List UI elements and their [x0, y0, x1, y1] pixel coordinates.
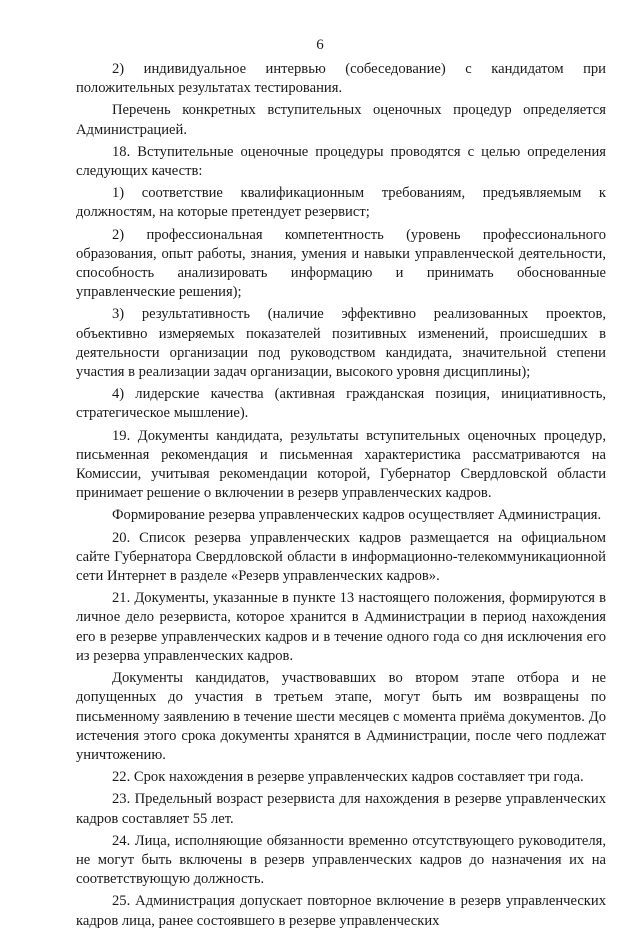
paragraph-25: 25. Администрация допускает повторное включение в резерв управленческих кадров лица, ранее состоявшего в резерве управленческих: [76, 893, 606, 929]
paragraph-21-documents: Документы кандидатов, участвовавших во втором этапе отбора и не допущенных до участия в третьем этапе, могут быть им возвращены по письменному заявлению в течение шести месяцев с момента приёма документов. До истечения этого срока документы хранятся в Администрации, после чего подлежат уничтожению.: [76, 670, 606, 763]
paragraph-18-item-1: 1) соответствие квалификационным требованиям, предъявляемым к должностям, на которые претендует резервист;: [76, 185, 606, 221]
paragraph-18: 18. Вступительные оценочные процедуры проводятся с целью определения следующих качеств:: [76, 143, 606, 180]
paragraph-19: 19. Документы кандидата, результаты вступительных оценочных процедур, письменная рекомендация и письменная характеристика рассматриваются на Комиссии, учитывая рекомендации которой, Губернатор Свердловской области принимает решение о включении в резерв управленческих кадров.: [76, 427, 606, 502]
paragraph-interview: 2) индивидуальное интервью (собеседование) с кандидатом при положительных результатах тестирования.: [76, 61, 606, 97]
paragraph-formation: Формирование резерва управленческих кадров осуществляет Администрация.: [112, 507, 602, 524]
page-number: 6: [316, 37, 324, 53]
document-body: [76, 60, 606, 934]
paragraph-18-item-4: 4) лидерские качества (активная гражданская позиция, инициативность, стратегическое мышление).: [76, 386, 606, 422]
paragraph-20: 20. Список резерва управленческих кадров размещается на официальном сайте Губернатора Свердловской области в информационно-телекоммуникационной сети Интернет в разделе «Резерв управленческих кадров».: [76, 529, 606, 585]
paragraph-procedures-list: Перечень конкретных вступительных оценочных процедур определяется Администрацией.: [76, 102, 606, 138]
paragraph-18-item-3: 3) результативность (наличие эффективно реализованных проектов, объективно измеряемых показателей позитивных изменений, происшедших в деятельности организации под руководством кандидата, значительной степени участия в реализации задач организации, высокого уровня дисциплины);: [76, 306, 606, 381]
paragraph-18-item-2: 2) профессиональная компетентность (уровень профессионального образования, опыт работы, знания, умения и навыки управленческой деятельности, способность анализировать информацию и принимать обоснованные управленческие решения);: [76, 226, 606, 301]
paragraph-24: 24. Лица, исполняющие обязанности временно отсутствующего руководителя, не могут быть включены в резерв управленческих кадров до назначения их на соответствующую должность.: [76, 832, 606, 888]
paragraph-21: 21. Документы, указанные в пункте 13 настоящего положения, формируются в личное дело резервиста, которое хранится в Администрации в период нахождения его в резерве управленческих кадров и в течение одного года со дня исключения его из резерва управленческих кадров.: [76, 590, 606, 664]
paragraph-23: 23. Предельный возраст резервиста для нахождения в резерве управленческих кадров составляет 55 лет.: [76, 791, 606, 827]
paragraph-22: 22. Срок нахождения в резерве управленческих кадров составляет три года.: [112, 769, 584, 786]
